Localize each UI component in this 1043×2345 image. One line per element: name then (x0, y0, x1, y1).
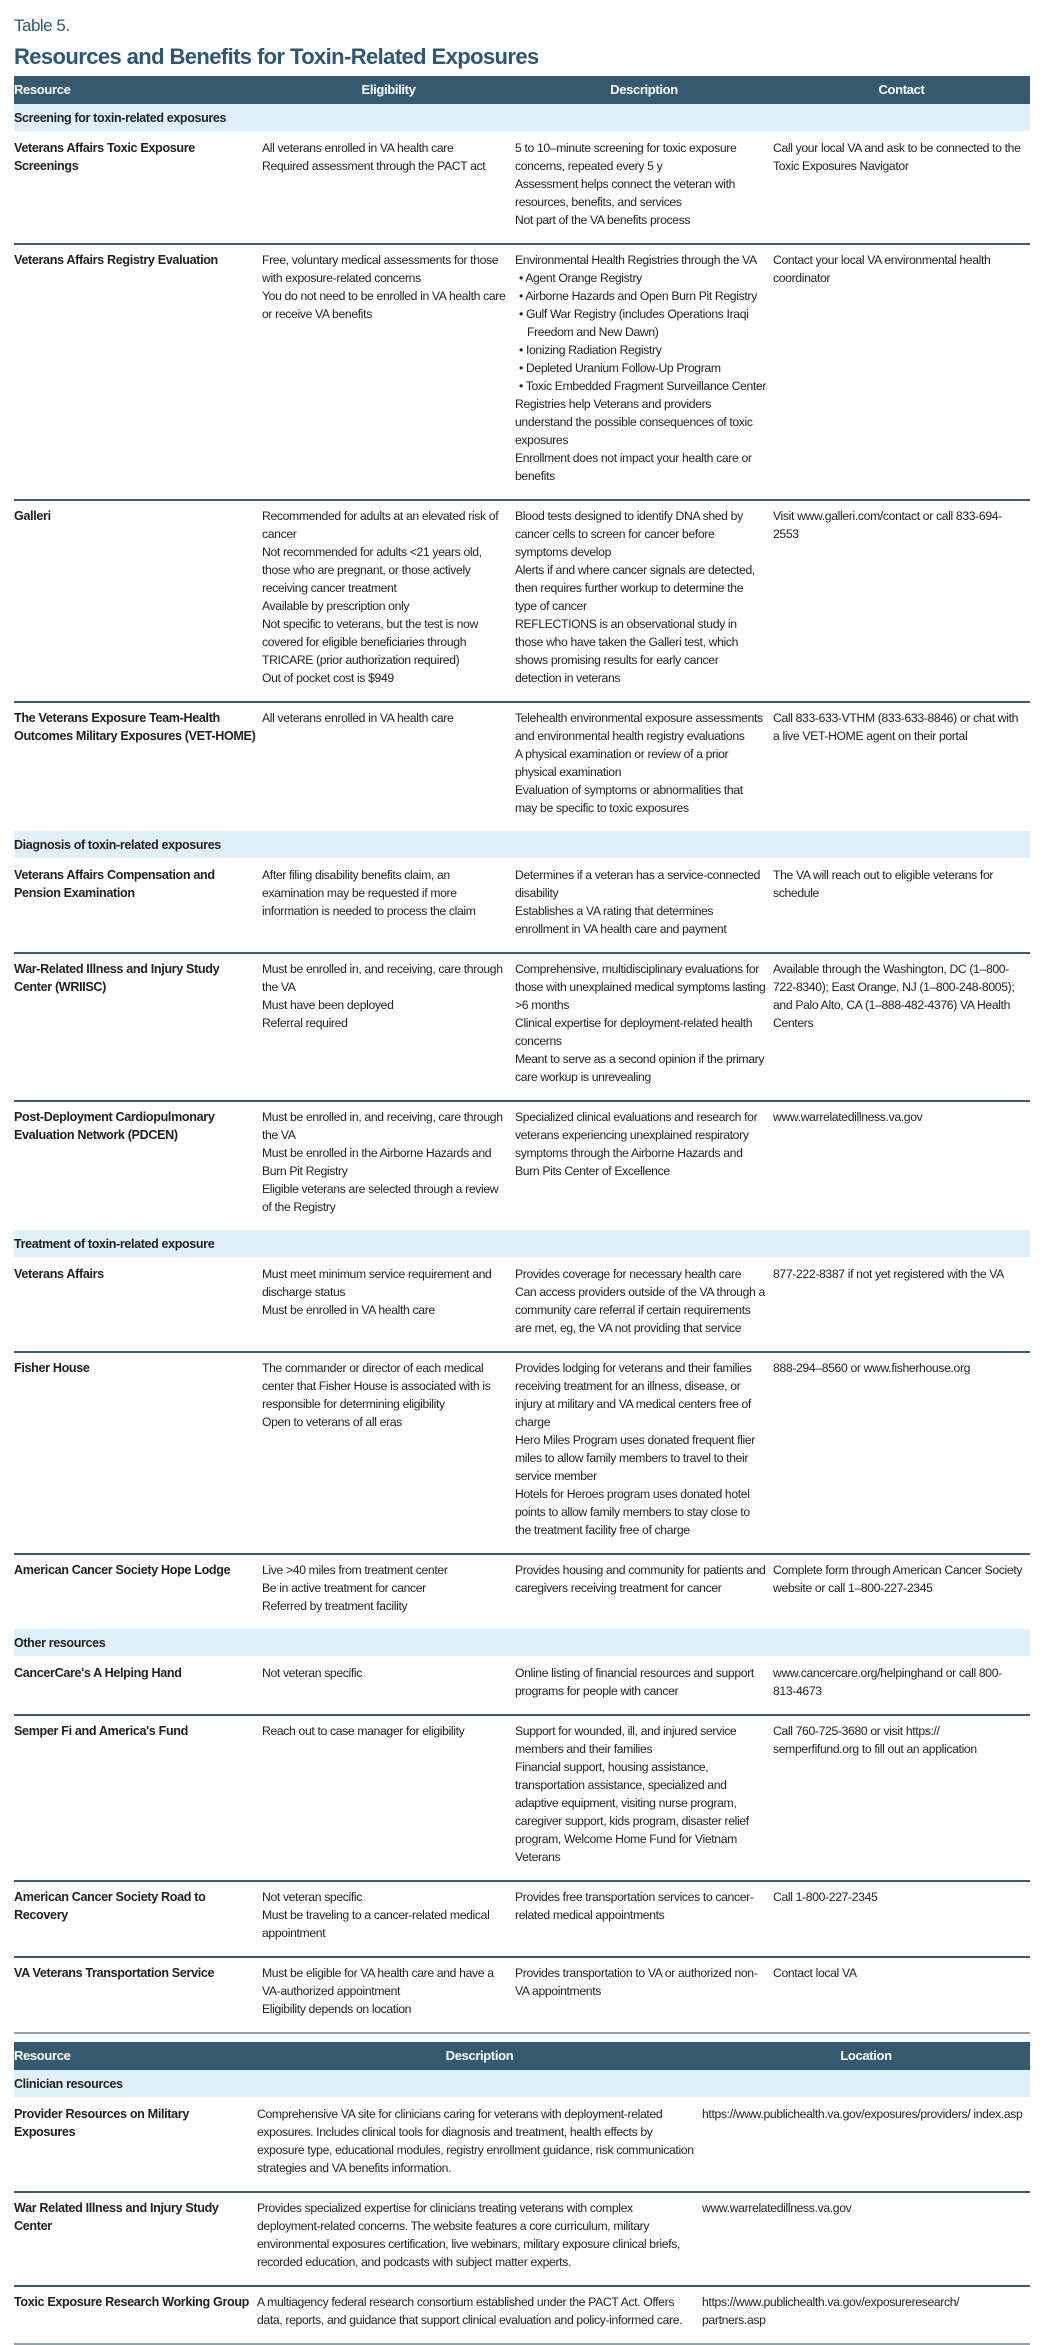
eligibility-cell (262, 1101, 515, 1230)
eligibility-line: Free, voluntary medical assessments for those with exposure-related concerns (262, 253, 499, 285)
eligibility-line: Out of pocket cost is $949 (262, 671, 394, 685)
description-line: Clinical expertise for deployment-related health concerns (515, 1016, 753, 1048)
location-cell (702, 2098, 1030, 2192)
table-row (14, 2286, 1030, 2344)
section-header-row (14, 104, 1030, 132)
contact-line: 877-222-8387 if not yet registered with the VA (773, 1267, 1004, 1281)
description-cell (515, 132, 773, 244)
resource-name: VA Veterans Transportation Service (14, 1957, 262, 2033)
resource-name: Galleri (14, 500, 262, 702)
description-cell (515, 500, 773, 702)
location-line: https://www.publichealth.va.gov/exposures/providers/ index.asp (702, 2107, 1023, 2121)
table-row (14, 1352, 1030, 1554)
contact-cell (773, 500, 1030, 702)
contact-line: Call 1-800-227-2345 (773, 1890, 878, 1904)
section-header-row (14, 831, 1030, 859)
eligibility-line: Not veteran specific (262, 1666, 363, 1680)
section-title: Other resources (14, 1629, 1030, 1657)
eligibility-line: Eligible veterans are selected through a review of the Registry (262, 1182, 499, 1214)
contact-cell (773, 132, 1030, 244)
column-header-eligibility: Eligibility (262, 76, 515, 104)
column-header-contact: Contact (773, 76, 1030, 104)
description-line: REFLECTIONS is an observational study in those who have taken the Galleri test, which shows promising results for early cancer detection in veterans (515, 617, 739, 685)
table-row (14, 1258, 1030, 1352)
location-line: https://www.publichealth.va.gov/exposureresearch/ partners.asp (702, 2295, 960, 2327)
table-label: Table 5. (14, 16, 70, 35)
description-line: Establishes a VA rating that determines enrollment in VA health care and payment (515, 904, 727, 936)
description-cell (515, 1258, 773, 1352)
table-row (14, 953, 1030, 1101)
description-line: Evaluation of symptoms or abnormalities that may be specific to toxic exposures (515, 783, 743, 815)
description-line: Comprehensive VA site for clinicians caring for veterans with deployment-related exposures. Includes clinical tools for diagnosis and treatment, health effects by exposure type, educational modules, registry enrollment guidance, risk communication strategies and VA benefits information. (257, 2107, 694, 2175)
resource-name: Veterans Affairs (14, 1267, 104, 1281)
description-line: Enrollment does not impact your health care or benefits (515, 451, 752, 483)
resource-name: Veterans Affairs Registry Evaluation (14, 244, 262, 500)
section-header-row (14, 1629, 1030, 1657)
resource-name: Toxic Exposure Research Working Group (14, 2286, 257, 2344)
eligibility-line: Be in active treatment for cancer (262, 1581, 426, 1595)
description-cell (515, 1657, 773, 1715)
resources-table (14, 76, 1030, 2034)
description-cell (257, 2192, 702, 2286)
table-row (14, 500, 1030, 702)
description-cell (257, 2098, 702, 2192)
description-line: Provides coverage for necessary health care (515, 1267, 742, 1281)
description-line: Provides free transportation services to cancer-related medical appointments (515, 1890, 754, 1922)
description-line: Meant to serve as a second opinion if the primary care workup is unrevealing (515, 1052, 765, 1084)
table-row (14, 1881, 1030, 1957)
section-title: Diagnosis of toxin-related exposures (14, 831, 1030, 859)
description-line: Environmental Health Registries through the VA (515, 253, 757, 267)
eligibility-line: Must be enrolled in, and receiving, care through the VA (262, 1110, 503, 1142)
resource-name: The Veterans Exposure Team-Health Outcomes Military Exposures (VET-HOME) (14, 702, 262, 831)
clinician-resources-table (14, 2042, 1030, 2345)
description-line: Provides specialized expertise for clinicians treating veterans with complex deployment-related concerns. The website features a core curriculum, military environmental exposures certification, live webinars, military exposure clinical briefs, recorded education, and podcasts with subject matter experts. (257, 2201, 681, 2269)
contact-cell (773, 1657, 1030, 1715)
eligibility-cell (262, 132, 515, 244)
eligibility-cell (262, 1657, 515, 1715)
table-row (14, 1657, 1030, 1715)
eligibility-cell (262, 1715, 515, 1881)
description-line: A multiagency federal research consortium established under the PACT Act. Offers data, reports, and guidance that support clinical evaluation and policy-informed care. (257, 2295, 683, 2327)
contact-line: Call your local VA and ask to be connected to the Toxic Exposures Navigator (773, 141, 1021, 173)
eligibility-cell (262, 1258, 515, 1352)
eligibility-cell (262, 859, 515, 953)
description-line: Blood tests designed to identify DNA shed by cancer cells to screen for cancer before symptoms develop (515, 509, 743, 559)
contact-line: www.cancercare.org/helpinghand or call 800-813-4673 (773, 1666, 1002, 1698)
eligibility-line: Required assessment through the PACT act (262, 159, 486, 173)
contact-cell (773, 1101, 1030, 1230)
table-row (14, 859, 1030, 953)
eligibility-line: All veterans enrolled in VA health care (262, 711, 454, 725)
description-line: • Toxic Embedded Fragment Surveillance Center (519, 379, 767, 393)
description-line: • Airborne Hazards and Open Burn Pit Registry (519, 289, 757, 303)
description-line: Hotels for Heroes program uses donated hotel points to allow family members to stay close to the treatment facility free of charge (515, 1487, 750, 1537)
description-cell (515, 1957, 773, 2033)
description-line: • Depleted Uranium Follow-Up Program (519, 361, 721, 375)
eligibility-line: Not recommended for adults <21 years old, those who are pregnant, or those actively receiving cancer treatment (262, 545, 482, 595)
contact-cell (773, 1352, 1030, 1554)
resource-name: Veterans Affairs Compensation and Pension Examination (14, 868, 215, 900)
eligibility-line: Must be enrolled in the Airborne Hazards and Burn Pit Registry (262, 1146, 492, 1178)
table-header-row (14, 76, 1030, 104)
eligibility-line: Must be enrolled in, and receiving, care through the VA (262, 962, 503, 994)
eligibility-line: Must meet minimum service requirement and discharge status (262, 1267, 492, 1299)
description-line: Provides lodging for veterans and their families receiving treatment for an illness, disease, or injury at military and VA medical centers free of charge (515, 1361, 752, 1429)
location-cell (702, 2286, 1030, 2344)
resource-name: War Related Illness and Injury Study Center (14, 2192, 257, 2286)
column-header-description: Description (257, 2042, 702, 2070)
description-cell (515, 244, 773, 500)
description-line: Online listing of financial resources and support programs for people with cancer (515, 1666, 754, 1698)
description-line: • Agent Orange Registry (519, 271, 642, 285)
description-cell (515, 1881, 773, 1957)
table-title: Resources and Benefits for Toxin-Related Exposures (14, 44, 539, 69)
eligibility-line: Live >40 miles from treatment center (262, 1563, 448, 1577)
description-line: Assessment helps connect the veteran with resources, benefits, and services (515, 177, 736, 209)
description-cell (257, 2286, 702, 2344)
resource-name: Semper Fi and America's Fund (14, 1715, 262, 1881)
eligibility-line: Referral required (262, 1016, 348, 1030)
contact-line: The VA will reach out to eligible veterans for schedule (773, 868, 994, 900)
eligibility-line: Eligibility depends on location (262, 2002, 412, 2016)
contact-line: Call 833-633-VTHM (833-633-8846) or chat with a live VET-HOME agent on their portal (773, 711, 1019, 743)
description-cell (515, 1352, 773, 1554)
section-title: Clinician resources (14, 2070, 1030, 2098)
description-line: Registries help Veterans and providers understand the possible consequences of toxic exposures (515, 397, 753, 447)
table-row (14, 1957, 1030, 2033)
eligibility-line: Not specific to veterans, but the test is now covered for eligible beneficiaries through TRICARE (prior authorization required) (262, 617, 478, 667)
section-title: Screening for toxin-related exposures (14, 104, 1030, 132)
resource-name: American Cancer Society Hope Lodge (14, 1554, 262, 1629)
section-title: Treatment of toxin-related exposure (14, 1230, 1030, 1258)
table-row (14, 702, 1030, 831)
resource-name: CancerCare's A Helping Hand (14, 1666, 182, 1680)
description-line: Comprehensive, multidisciplinary evaluations for those with unexplained medical symptoms lasting >6 months (515, 962, 766, 1012)
eligibility-line: Open to veterans of all eras (262, 1415, 402, 1429)
eligibility-cell (262, 1554, 515, 1629)
column-header-resource: Resource (14, 76, 262, 104)
eligibility-cell (262, 1881, 515, 1957)
contact-line: Complete form through American Cancer Society website or call 1–800-227-2345 (773, 1563, 1023, 1595)
eligibility-cell (262, 244, 515, 500)
eligibility-line: Must be eligible for VA health care and have a VA-authorized appointment (262, 1966, 494, 1998)
eligibility-line: Not veteran specific (262, 1890, 363, 1904)
contact-line: Call 760-725-3680 or visit https:// semperfifund.org to fill out an application (773, 1724, 977, 1756)
resource-name: War-Related Illness and Injury Study Center (WRIISC) (14, 953, 262, 1101)
column-header-location: Location (702, 2042, 1030, 2070)
description-cell (515, 953, 773, 1101)
eligibility-line: Available by prescription only (262, 599, 410, 613)
resource-name: Veterans Affairs Toxic Exposure Screenings (14, 141, 195, 173)
table-header-row (14, 2042, 1030, 2070)
column-header-resource: Resource (14, 2042, 257, 2070)
location-cell (702, 2192, 1030, 2286)
contact-line: 888-294–8560 or www.fisherhouse.org (773, 1361, 971, 1375)
eligibility-line: All veterans enrolled in VA health care (262, 141, 454, 155)
table-row (14, 1101, 1030, 1230)
eligibility-line: Reach out to case manager for eligibility (262, 1724, 465, 1738)
description-line: Provides housing and community for patients and caregivers receiving treatment for cancer (515, 1563, 766, 1595)
eligibility-line: Must have been deployed (262, 998, 394, 1012)
contact-cell (773, 1258, 1030, 1352)
description-line: • Gulf War Registry (includes Operations Iraqi Freedom and New Dawn) (519, 307, 749, 339)
eligibility-cell (262, 1352, 515, 1554)
eligibility-line: You do not need to be enrolled in VA health care or receive VA benefits (262, 289, 506, 321)
description-cell (515, 1101, 773, 1230)
contact-cell (773, 1957, 1030, 2033)
description-cell (515, 702, 773, 831)
contact-cell (773, 1715, 1030, 1881)
description-line: Can access providers outside of the VA through a community care referral if certain requirements are met, eg, the VA not providing that service (515, 1285, 765, 1335)
description-line: 5 to 10–minute screening for toxic exposure concerns, repeated every 5 y (515, 141, 737, 173)
eligibility-line: After filing disability benefits claim, an examination may be requested if more information is needed to process the claim (262, 868, 476, 918)
table-row (14, 244, 1030, 500)
contact-cell (773, 953, 1030, 1101)
contact-line: Contact local VA (773, 1966, 857, 1980)
description-line: A physical examination or review of a prior physical examination (515, 747, 729, 779)
column-header-description: Description (515, 76, 773, 104)
contact-cell (773, 859, 1030, 953)
contact-line: Visit www.galleri.com/contact or call 833-694-2553 (773, 509, 1002, 541)
table-row (14, 2098, 1030, 2192)
contact-line: Contact your local VA environmental health coordinator (773, 253, 991, 285)
resource-name: American Cancer Society Road to Recovery (14, 1881, 262, 1957)
eligibility-line: The commander or director of each medical center that Fisher House is associated with is responsible for determining eligibility (262, 1361, 491, 1411)
location-line: www.warrelatedillness.va.gov (702, 2201, 852, 2215)
resource-name: Fisher House (14, 1352, 262, 1554)
description-cell (515, 1554, 773, 1629)
contact-cell (773, 1881, 1030, 1957)
eligibility-cell (262, 1957, 515, 2033)
resource-name: Post-Deployment Cardiopulmonary Evaluation Network (PDCEN) (14, 1101, 262, 1230)
eligibility-line: Must be enrolled in VA health care (262, 1303, 435, 1317)
section-header-row (14, 2070, 1030, 2098)
contact-cell (773, 244, 1030, 500)
description-cell (515, 859, 773, 953)
description-cell (515, 1715, 773, 1881)
description-line: Specialized clinical evaluations and research for veterans experiencing unexplained respiratory symptoms through the Airborne Hazards and Burn Pits Center of Excellence (515, 1110, 758, 1178)
description-line: Hero Miles Program uses donated frequent flier miles to allow family members to travel to their service member (515, 1433, 755, 1483)
description-line: Provides transportation to VA or authorized non-VA appointments (515, 1966, 758, 1998)
description-line: Alerts if and where cancer signals are detected, then requires further workup to determine the type of cancer (515, 563, 755, 613)
contact-line: www.warrelatedillness.va.gov (773, 1110, 923, 1124)
section-header-row (14, 1230, 1030, 1258)
description-line: Support for wounded, ill, and injured service members and their families (515, 1724, 737, 1756)
contact-cell (773, 702, 1030, 831)
eligibility-line: Must be traveling to a cancer-related medical appointment (262, 1908, 490, 1940)
description-line: • Ionizing Radiation Registry (519, 343, 662, 357)
contact-line: Available through the Washington, DC (1–800-722-8340); East Orange, NJ (1–800-248-8005); and Palo Alto, CA (1–888-482-4376) VA Health Centers (773, 962, 1015, 1030)
eligibility-cell (262, 953, 515, 1101)
contact-cell (773, 1554, 1030, 1629)
eligibility-line: Recommended for adults at an elevated risk of cancer (262, 509, 499, 541)
description-line: Determines if a veteran has a service-connected disability (515, 868, 761, 900)
eligibility-line: Referred by treatment facility (262, 1599, 408, 1613)
table-row (14, 132, 1030, 244)
description-line: Telehealth environmental exposure assessments and environmental health registry evaluations (515, 711, 763, 743)
eligibility-cell (262, 702, 515, 831)
table-row (14, 2192, 1030, 2286)
eligibility-cell (262, 500, 515, 702)
table-row (14, 1715, 1030, 1881)
table-row (14, 1554, 1030, 1629)
description-line: Not part of the VA benefits process (515, 213, 691, 227)
description-line: Financial support, housing assistance, transportation assistance, specialized and adaptive equipment, visiting nurse program, caregiver support, kids program, disaster relief program, Welcome Home Fund for Vietnam Veterans (515, 1760, 749, 1864)
resource-name: Provider Resources on Military Exposures (14, 2107, 189, 2139)
